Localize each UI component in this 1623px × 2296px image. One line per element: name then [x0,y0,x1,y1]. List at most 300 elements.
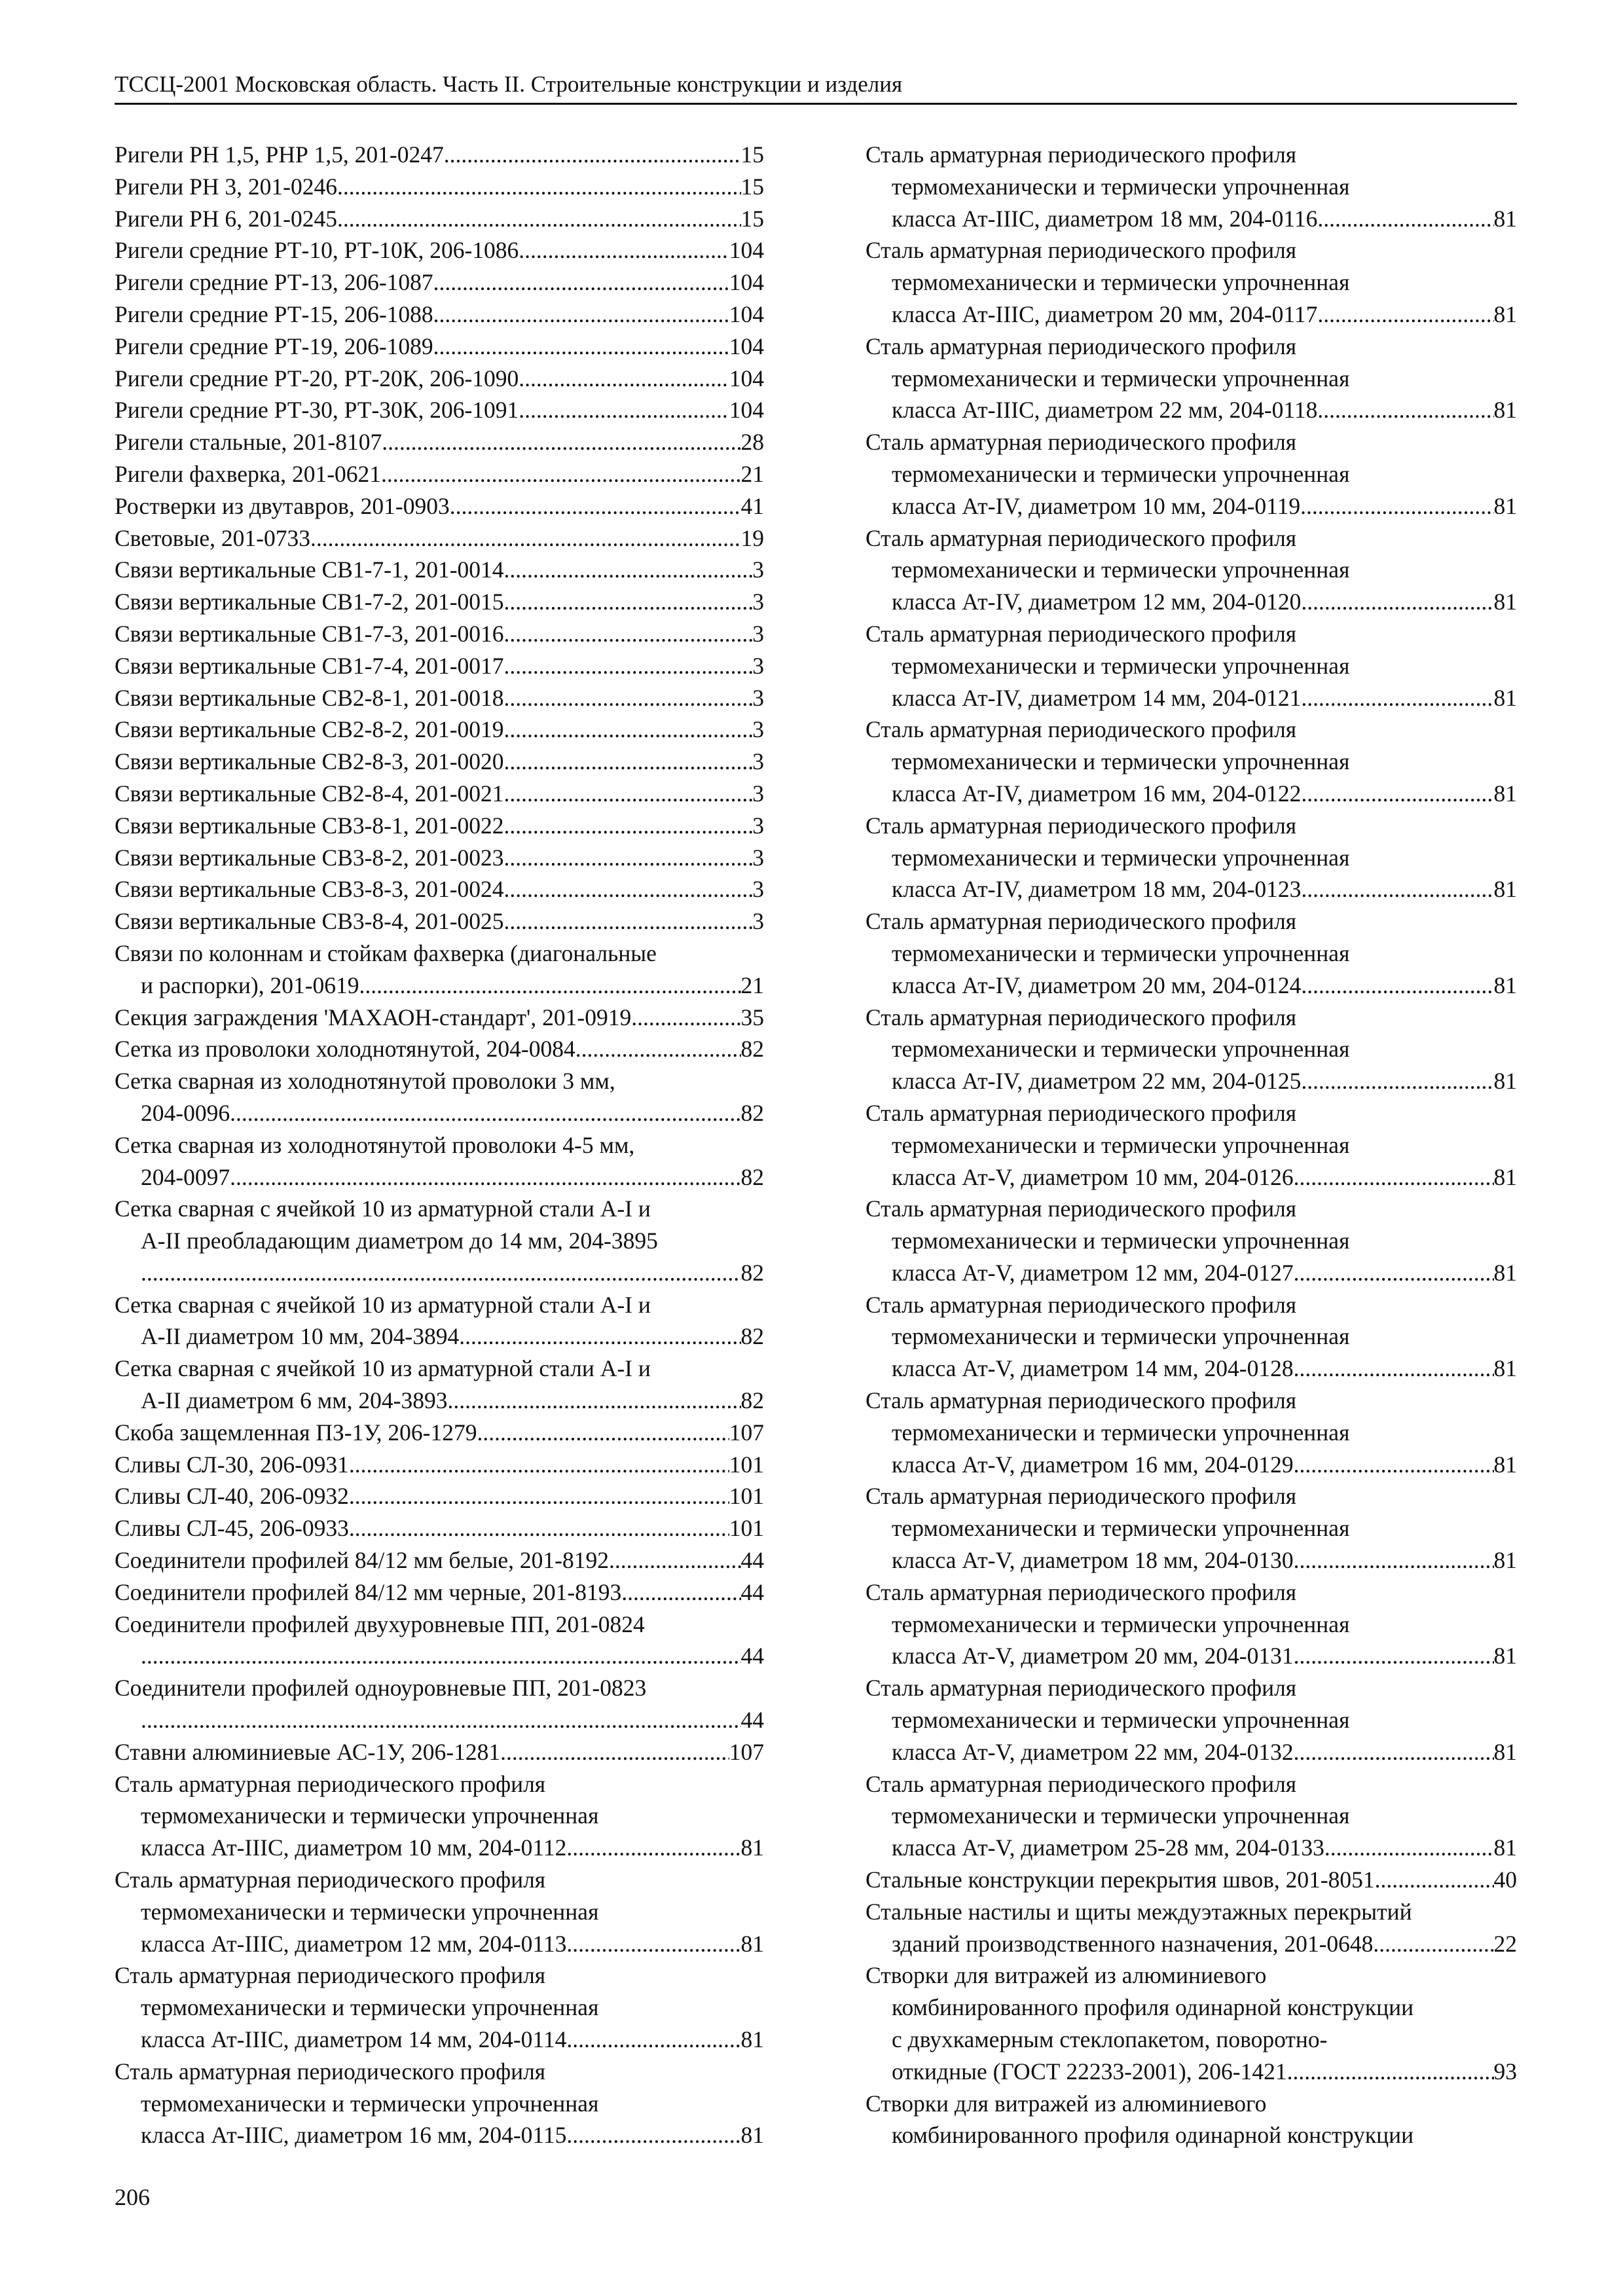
index-entry [115,1768,764,1864]
index-entry-text: Сталь арматурная периодического профиля [866,1483,1297,1510]
index-entry-page: 104 [729,301,764,327]
index-entry [866,1193,1517,1288]
index-entry-line [115,1609,764,1641]
index-entry-page: 104 [729,237,764,264]
index-entry-text: Сталь арматурная периодического профиля [115,2058,546,2085]
index-entry-text: термомеханически и термически упрочненная [892,1419,1350,1446]
index-entry [115,1609,764,1673]
index-entry-line [115,1289,764,1321]
dot-leader [504,554,753,586]
index-entry-page: 15 [740,173,764,200]
index-entry-text: с двухкамерным стеклопакетом, поворотно- [892,2026,1328,2053]
index-entry-line [866,746,1517,778]
index-entry-page: 104 [729,397,764,424]
index-entry-line [866,1928,1517,1960]
index-entry-page: 3 [752,556,764,583]
index-entry-line [866,1097,1517,1129]
index-entry-text: класса Ат-IIIС, диаметром 22 мм, 204-0118 [892,397,1318,424]
index-entry-text: Ригели средние РТ-20, РТ-20К, 206-1090 [115,365,519,392]
index-entry-line [115,1129,764,1161]
index-entry-line [115,586,764,618]
index-entry [115,426,764,458]
index-entry-line [866,426,1517,458]
index-entry-line [866,266,1517,299]
index-entry-text: класса Ат-V, диаметром 10 мм, 204-0126 [892,1163,1294,1190]
index-entry-page: 81 [1493,1355,1517,1382]
index-entry [115,522,764,555]
index-entry-text: Сталь арматурная периодического профиля [866,1004,1297,1030]
index-entry-page: 81 [1493,492,1517,519]
index-entry [866,2088,1517,2152]
index-entry-page: 93 [1493,2058,1517,2085]
index-entry-line [866,714,1517,746]
index-entry-text: Ригели средние РТ-13, 206-1087 [115,269,433,296]
index-entry [866,426,1517,522]
index-entry [866,1480,1517,1576]
index-entry-line [115,139,764,171]
dot-leader [504,714,753,746]
index-entry-line [115,1864,764,1896]
index-entry-text: класса Ат-V, диаметром 22 мм, 204-0132 [892,1738,1294,1765]
index-entry [115,331,764,363]
index-entry-line [866,522,1517,555]
index-entry-line [866,458,1517,490]
index-entry-text: класса Ат-IV, диаметром 20 мм, 204-0124 [892,972,1302,998]
index-entry [115,2056,764,2151]
index-entry [115,1353,764,1417]
index-entry [115,938,764,1002]
index-entry-line [115,714,764,746]
index-entry-page: 101 [729,1451,764,1478]
index-entry-page: 81 [740,2122,764,2149]
dot-leader [477,1417,729,1449]
index-entry [115,905,764,938]
index-entry-line [115,331,764,363]
index-entry-line [866,2056,1517,2088]
index-entry [115,394,764,426]
index-entry-text: Сталь арматурная периодического профиля [866,524,1297,551]
index-entry-line [866,1544,1517,1576]
index-entry-page: 81 [1493,1547,1517,1574]
index-entry-line [866,299,1517,331]
index-entry-text: Сетка сварная из холоднотянутой проволоки 3 мм, [115,1068,615,1095]
index-entry [115,682,764,714]
index-entry-page: 101 [729,1483,764,1510]
dot-leader [566,2119,740,2151]
index-entry-page: 3 [752,780,764,807]
index-entry-page: 81 [1493,1738,1517,1765]
index-entry [115,873,764,905]
index-entry [115,171,764,203]
index-entry [115,1129,764,1194]
index-entry-page: 44 [740,1578,764,1605]
index-entry-text: Связи вертикальные СВ2-8-3, 201-0020 [115,748,504,775]
index-entry-line [115,1512,764,1544]
index-entry-text: термомеханически и термически упрочненная [141,1802,599,1829]
dot-leader [459,1321,740,1353]
index-entry-text: Ригели средние РТ-10, РТ-10К, 206-1086 [115,237,519,264]
index-entry-line [115,1353,764,1385]
dot-leader [1317,394,1493,426]
index-entry-page: 40 [1493,1867,1517,1893]
index-entry-text: термомеханически и термически упрочненная [892,1131,1350,1158]
index-entry-text: Сливы СЛ-45, 206-0933 [115,1515,349,1542]
dot-leader [504,810,753,842]
index-entry-text: комбинированного профиля одинарной конструкции [892,1994,1414,2021]
index-entry-text: термомеханически и термически упрочненная [141,1994,599,2021]
dot-leader [1373,1928,1493,1960]
dot-leader [230,1161,740,1194]
index-entry-page: 104 [729,333,764,359]
index-entry-line [866,1385,1517,1417]
dot-leader [1294,1257,1494,1289]
index-entry-line [866,618,1517,650]
index-entry-page: 81 [1493,397,1517,424]
index-entry-text: Сетка сварная с ячейкой 10 из арматурной стали А-I и [115,1355,651,1382]
index-entry-line [866,1576,1517,1609]
index-entry-text: и распорки), 201-0619 [141,972,359,998]
dot-leader [1301,586,1493,618]
index-entry-text: Сталь арматурная периодического профиля [866,716,1297,743]
index-entry-line [115,554,764,586]
index-entry-text: класса Ат-V, диаметром 14 мм, 204-0128 [892,1355,1294,1382]
index-entry [115,363,764,395]
dot-leader [433,266,729,299]
index-entry-text: Связи вертикальные СВ1-7-4, 201-0017 [115,652,504,679]
index-entry-line [866,1480,1517,1512]
index-entry [866,234,1517,330]
index-entry-text: класса Ат-IV, диаметром 16 мм, 204-0122 [892,780,1302,807]
index-entry-line [866,1512,1517,1544]
index-entry-line [115,1576,764,1609]
index-entry-text: Соединители профилей 84/12 мм черные, 201-8193 [115,1578,622,1605]
index-entry-line [115,1992,764,2024]
index-entry-page: 82 [740,1036,764,1063]
index-entry-text: Связи вертикальные СВ1-7-2, 201-0015 [115,589,504,615]
dot-leader [504,618,753,650]
index-entry [866,1002,1517,1097]
dot-leader [566,1928,740,1960]
dot-leader [504,778,753,810]
index-entry-text: Сталь арматурная периодического профиля [866,1387,1297,1414]
index-entry-text: класса Ат-IV, диаметром 18 мм, 204-0123 [892,876,1302,903]
dot-leader [504,746,753,778]
dot-leader [504,682,753,714]
index-entry [115,299,764,331]
dot-leader [566,2024,740,2056]
dot-leader [1317,203,1493,235]
index-entry-line [866,1065,1517,1097]
index-entry-text: Сталь арматурная периодического профиля [115,1867,546,1893]
index-entry-page: 3 [752,908,764,935]
index-entry-text: класса Ат-IV, диаметром 12 мм, 204-0120 [892,589,1302,615]
index-entry-line [866,1992,1517,2024]
index-entry-line [115,2024,764,2056]
dot-leader [1294,1640,1494,1672]
index-entry-text: Сталь арматурная периодического профиля [115,1770,546,1797]
index-entry-text: Ригели средние РТ-19, 206-1089 [115,333,433,359]
index-entry [866,905,1517,1001]
dot-leader [1324,1832,1494,1864]
index-entry-page: 81 [1493,1163,1517,1190]
index-entry [115,778,764,810]
dot-leader [1301,970,1493,1002]
index-entry [115,234,764,266]
index-entry-text: Створки для витражей из алюминиевого [866,1962,1267,1989]
index-entry-line [866,1800,1517,1832]
index-entry-page: 82 [740,1163,764,1190]
index-entry [115,1864,764,1959]
index-entry-line [115,1896,764,1928]
index-entry [115,714,764,746]
index-entry-line [866,2024,1517,2056]
index-entry-line [115,1193,764,1225]
index-entry-text: Ригели средние РТ-30, РТ-30К, 206-1091 [115,397,519,424]
index-entry-text: термомеханически и термически упрочненная [892,269,1350,296]
index-entry-text: Ставни алюминиевые АС-1У, 206-1281 [115,1738,501,1765]
index-entry [866,1576,1517,1672]
index-entry [115,1417,764,1449]
index-entry-text: термомеханически и термически упрочненная [892,1323,1350,1350]
index-entry-text: Сталь арматурная периодического профиля [866,1675,1297,1702]
index-entry-line [115,810,764,842]
dot-leader [349,1449,729,1481]
page-number: 206 [115,2184,150,2210]
index-entry-text: класса Ат-IIIС, диаметром 18 мм, 204-0116 [892,205,1318,232]
index-entry-page: 44 [740,1643,764,1669]
index-entry [866,1959,1517,2087]
index-entry-line [866,1449,1517,1481]
index-entry-text: Связи вертикальные СВ3-8-4, 201-0025 [115,908,504,935]
index-entry-line [115,1959,764,1992]
dot-leader [575,1033,741,1065]
index-entry-text: Сталь арматурная периодического профиля [866,1291,1297,1318]
index-entry-line [866,1353,1517,1385]
index-entry-page: 81 [1493,301,1517,327]
index-entry-line [866,1896,1517,1928]
index-entry-page: 81 [740,2026,764,2053]
index-entry-page: 81 [1493,589,1517,615]
index-entry-line [115,1033,764,1065]
index-entry-text: Ригели средние РТ-15, 206-1088 [115,301,433,327]
index-entry-page: 3 [752,812,764,839]
index-entry-page: 81 [1493,876,1517,903]
index-entry-text: Связи вертикальные СВ3-8-1, 201-0022 [115,812,504,839]
dot-leader [1294,1449,1494,1481]
index-entry-page: 22 [1493,1930,1517,1957]
index-entry-text: Сталь арматурная периодического профиля [866,237,1297,264]
index-entry-page: 81 [1493,1834,1517,1861]
index-entry [115,1289,764,1353]
index-entry-text: класса Ат-V, диаметром 18 мм, 204-0130 [892,1547,1294,1574]
index-entry-line [866,842,1517,874]
dot-leader [1301,682,1493,714]
index-entry-page: 81 [1493,684,1517,711]
index-entry-line [115,618,764,650]
index-entry [115,1576,764,1609]
index-entry [866,522,1517,618]
index-entry [115,810,764,842]
index-entry [115,586,764,618]
index-entry-text: Связи вертикальные СВ2-8-1, 201-0018 [115,684,504,711]
index-entry-page: 81 [1493,780,1517,807]
index-entry [115,1672,764,1736]
index-entry-line [866,394,1517,426]
index-entry-line [115,171,764,203]
index-entry-text: Связи вертикальные СВ2-8-2, 201-0019 [115,716,504,743]
index-entry-page: 82 [740,1387,764,1414]
index-entry-line [115,1544,764,1576]
dot-leader [433,299,729,331]
index-entry-page: 3 [752,876,764,903]
index-entry-line [115,778,764,810]
index-entry-text: Соединители профилей 84/12 мм белые, 201-8192 [115,1547,609,1574]
index-entry-text: А-II диаметром 6 мм, 204-3893 [141,1387,448,1414]
dot-leader [504,650,753,682]
index-entry-text: А-II преобладающим диаметром до 14 мм, 204-3895 [141,1228,658,1254]
dot-leader [359,970,741,1002]
index-entry-text: Сталь арматурная периодического профиля [866,429,1297,456]
index-entry [115,203,764,235]
index-entry-page: 104 [729,365,764,392]
index-column-right [866,139,1517,2151]
index-entry-page: 15 [740,205,764,232]
index-entry-text: Связи вертикальные СВ2-8-4, 201-0021 [115,780,504,807]
index-entry-text: Сталь арматурная периодического профиля [866,1770,1297,1797]
index-entry-line [866,873,1517,905]
index-entry [115,1065,764,1129]
index-entry-text: Ригели фахверка, 201-0621 [115,460,382,487]
index-entry-text: термомеханически и термически упрочненная [892,1802,1350,1829]
index-entry-text: термомеханически и термически упрочненная [892,1707,1350,1734]
index-entry [866,331,1517,426]
index-entry-line [115,682,764,714]
index-entry-page: 3 [752,748,764,775]
index-entry-page: 41 [740,492,764,519]
index-entry-page: 3 [752,620,764,647]
index-entry-line [866,1609,1517,1641]
dot-leader [337,171,740,203]
index-entry-page: 81 [1493,1068,1517,1095]
index-entry-line [115,1161,764,1194]
index-entry-page: 81 [740,1834,764,1861]
dot-leader [230,1097,740,1129]
index-entry-page: 104 [729,269,764,296]
dot-leader [500,1736,729,1768]
index-entry-text: Связи вертикальные СВ3-8-3, 201-0024 [115,876,504,903]
index-entry-text: Ригели стальные, 201-8107 [115,429,382,456]
index-entry-line [115,1257,764,1289]
index-entry-text: термомеханически и термически упрочненная [892,1515,1350,1542]
index-entry-line [866,363,1517,395]
index-entry-text: Ригели РН 1,5, РНР 1,5, 201-0247 [115,141,444,168]
index-entry-line [115,1480,764,1512]
dot-leader [1294,1544,1494,1576]
index-entry-text: термомеханически и термически упрочненная [892,1228,1350,1254]
index-entry-text: Скоба защемленная ПЗ-1У, 206-1279 [115,1419,477,1446]
index-entry-line [866,331,1517,363]
index-entry [866,714,1517,809]
index-entry-text: Связи вертикальные СВ1-7-3, 201-0016 [115,620,504,647]
index-entry-page: 3 [752,716,764,743]
index-entry-text: 204-0096 [141,1099,230,1126]
index-entry-text: термомеханически и термически упрочненная [892,173,1350,200]
dot-leader [1294,1353,1494,1385]
index-entry [115,139,764,171]
index-entry-line [115,426,764,458]
index-entry-text: класса Ат-V, диаметром 16 мм, 204-0129 [892,1451,1294,1478]
index-entry-text: класса Ат-IV, диаметром 14 мм, 204-0121 [892,684,1302,711]
dot-leader [631,1002,740,1034]
index-entry-line [115,1002,764,1034]
index-entry-text: термомеханически и термически упрочненная [892,652,1350,679]
dot-leader [433,331,729,363]
index-entry-text: Ростверки из двутавров, 201-0903 [115,492,450,519]
index-entry-line [866,650,1517,682]
index-entry [115,1002,764,1034]
index-entry-text: Стальные настилы и щиты междуэтажных перекрытий [866,1898,1412,1925]
index-entry-line [115,1800,764,1832]
index-entry-text: класса Ат-V, диаметром 25-28 мм, 204-0133 [892,1834,1324,1861]
index-entry-page: 81 [1493,205,1517,232]
index-entry-line [115,363,764,395]
index-entry-text: Ригели РН 3, 201-0246 [115,173,338,200]
index-entry-line [115,2056,764,2088]
index-entry-line [115,203,764,235]
index-entry-line [866,203,1517,235]
index-entry-line [866,970,1517,1002]
index-entry-line [866,1321,1517,1353]
index-entry-text: термомеханически и термически упрочненная [892,1036,1350,1063]
index-entry [115,650,764,682]
index-entry-line [866,1736,1517,1768]
index-entry [115,490,764,522]
dot-leader [566,1832,740,1864]
index-entry-page: 82 [740,1323,764,1350]
index-entry [115,1512,764,1544]
index-entry-text: класса Ат-IIIС, диаметром 10 мм, 204-0112 [141,1834,567,1861]
header-divider [115,103,1517,105]
index-entry-line [866,2119,1517,2151]
index-entry-line [866,1161,1517,1194]
index-entry [115,1449,764,1481]
index-entry-line [866,1704,1517,1736]
index-entry-line [115,234,764,266]
index-entry-text: 204-0097 [141,1163,230,1190]
index-entry-line [866,682,1517,714]
dot-leader [1301,1065,1493,1097]
dot-leader [621,1576,740,1609]
index-entry-page: 81 [1493,1451,1517,1478]
index-entry-text: Сталь арматурная периодического профиля [866,333,1297,359]
index-entry [866,1864,1517,1896]
index-entry-line [866,1417,1517,1449]
index-entry-line [115,1097,764,1129]
dot-leader [141,1257,741,1289]
index-entry [115,1959,764,2055]
index-entry-line [866,1033,1517,1065]
index-entry-text: класса Ат-IIIС, диаметром 20 мм, 204-0117 [892,301,1318,327]
index-entry-line [115,905,764,938]
dot-leader [1301,873,1493,905]
index-entry-line [866,938,1517,970]
index-entry-page: 81 [1493,1643,1517,1669]
index-entry-line [115,299,764,331]
dot-leader [444,139,741,171]
index-entry-text: Сталь арматурная периодического профиля [866,1195,1297,1222]
index-entry-text: Сливы СЛ-30, 206-0931 [115,1451,349,1478]
index-entry-text: Сетка из проволоки холоднотянутой, 204-0084 [115,1036,575,1063]
